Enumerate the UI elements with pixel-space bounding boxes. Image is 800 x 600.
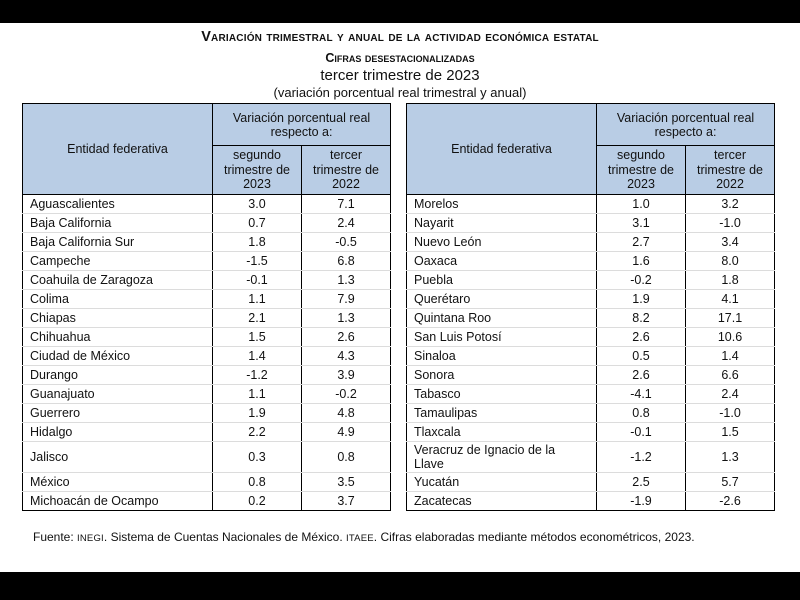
value-vs-q3-2022-cell: 0.8 (302, 442, 391, 473)
entity-cell: Chihuahua (23, 328, 213, 347)
column-header-group: Variación porcentual real respecto a: (597, 104, 775, 146)
table-row (23, 473, 391, 492)
data-table (22, 103, 391, 511)
table-row (23, 252, 391, 271)
table-row (23, 214, 391, 233)
table-row (407, 423, 775, 442)
table-row (23, 347, 391, 366)
entity-cell: Oaxaca (407, 252, 597, 271)
value-vs-q2-2023-cell: 1.9 (597, 290, 686, 309)
table-row (407, 385, 775, 404)
value-vs-q3-2022-cell: 1.4 (686, 347, 775, 366)
table-row (407, 347, 775, 366)
table-row (23, 328, 391, 347)
table-row (23, 442, 391, 473)
table-row (407, 366, 775, 385)
table-row (407, 492, 775, 511)
entity-cell: Morelos (407, 195, 597, 214)
table-row (407, 233, 775, 252)
column-header-q3-2022: tercer trimestre de 2022 (686, 146, 775, 195)
value-vs-q3-2022-cell: 2.6 (302, 328, 391, 347)
table-row (23, 271, 391, 290)
value-vs-q3-2022-cell: 4.9 (302, 423, 391, 442)
value-vs-q2-2023-cell: 2.2 (213, 423, 302, 442)
source-note-prefix: Fuente: (33, 530, 78, 544)
page-subtitle: Cifras desestacionalizadas (325, 51, 475, 65)
value-vs-q2-2023-cell: -0.1 (213, 271, 302, 290)
entity-cell: Guanajuato (23, 385, 213, 404)
entity-cell: México (23, 473, 213, 492)
letterbox-top (0, 0, 800, 23)
entity-cell: Hidalgo (23, 423, 213, 442)
value-vs-q2-2023-cell: 2.7 (597, 233, 686, 252)
value-vs-q3-2022-cell: 4.1 (686, 290, 775, 309)
entity-cell: Baja California Sur (23, 233, 213, 252)
value-vs-q2-2023-cell: 2.1 (213, 309, 302, 328)
entity-cell: Tlaxcala (407, 423, 597, 442)
source-note (33, 530, 783, 544)
entity-cell: Baja California (23, 214, 213, 233)
value-vs-q2-2023-cell: -0.1 (597, 423, 686, 442)
entity-cell: Guerrero (23, 404, 213, 423)
entity-cell: Yucatán (407, 473, 597, 492)
table-row (407, 252, 775, 271)
value-vs-q2-2023-cell: 1.8 (213, 233, 302, 252)
table-row (23, 385, 391, 404)
value-vs-q2-2023-cell: 1.1 (213, 290, 302, 309)
value-vs-q3-2022-cell: 6.6 (686, 366, 775, 385)
value-vs-q3-2022-cell: 4.3 (302, 347, 391, 366)
value-vs-q3-2022-cell: 1.3 (302, 271, 391, 290)
value-vs-q3-2022-cell: -0.2 (302, 385, 391, 404)
entity-cell: Coahuila de Zaragoza (23, 271, 213, 290)
value-vs-q3-2022-cell: 1.3 (302, 309, 391, 328)
value-vs-q2-2023-cell: 0.8 (213, 473, 302, 492)
value-vs-q3-2022-cell: -2.6 (686, 492, 775, 511)
entity-cell: Nuevo León (407, 233, 597, 252)
column-header-q2-2023: segundo trimestre de 2023 (213, 146, 302, 195)
source-note-middle: . Sistema de Cuentas Nacionales de México. (103, 530, 347, 544)
value-vs-q3-2022-cell: 1.5 (686, 423, 775, 442)
value-vs-q3-2022-cell: 8.0 (686, 252, 775, 271)
value-vs-q2-2023-cell: 1.1 (213, 385, 302, 404)
table-row (407, 442, 775, 473)
value-vs-q2-2023-cell: 2.6 (597, 328, 686, 347)
value-vs-q2-2023-cell: 3.1 (597, 214, 686, 233)
value-vs-q3-2022-cell: -1.0 (686, 214, 775, 233)
entity-cell: Puebla (407, 271, 597, 290)
column-header-entity: Entidad federativa (407, 104, 597, 195)
title-block (0, 29, 800, 100)
report-page (0, 23, 800, 572)
entity-cell: Quintana Roo (407, 309, 597, 328)
entity-cell: Aguascalientes (23, 195, 213, 214)
value-vs-q3-2022-cell: 1.8 (686, 271, 775, 290)
data-table (406, 103, 775, 511)
entity-cell: Tabasco (407, 385, 597, 404)
entity-cell: San Luis Potosí (407, 328, 597, 347)
table-row (23, 233, 391, 252)
value-vs-q3-2022-cell: 5.7 (686, 473, 775, 492)
table-row (23, 404, 391, 423)
value-vs-q2-2023-cell: -0.2 (597, 271, 686, 290)
entity-cell: Jalisco (23, 442, 213, 473)
value-vs-q2-2023-cell: 0.3 (213, 442, 302, 473)
value-vs-q3-2022-cell: 17.1 (686, 309, 775, 328)
value-vs-q2-2023-cell: 2.5 (597, 473, 686, 492)
table-row (23, 366, 391, 385)
value-vs-q2-2023-cell: 0.7 (213, 214, 302, 233)
value-vs-q2-2023-cell: 8.2 (597, 309, 686, 328)
column-header-q2-2023: segundo trimestre de 2023 (597, 146, 686, 195)
value-vs-q3-2022-cell: 10.6 (686, 328, 775, 347)
entity-cell: Ciudad de México (23, 347, 213, 366)
value-vs-q2-2023-cell: 1.4 (213, 347, 302, 366)
source-note-suffix: . Cifras elaboradas mediante métodos econométricos, 2023. (373, 530, 695, 544)
table-row (23, 290, 391, 309)
value-vs-q2-2023-cell: -1.9 (597, 492, 686, 511)
table-row (407, 271, 775, 290)
value-vs-q2-2023-cell: -4.1 (597, 385, 686, 404)
table-row (407, 473, 775, 492)
itaee-acronym: ITAEE (346, 533, 374, 544)
value-vs-q3-2022-cell: 4.8 (302, 404, 391, 423)
table-row (23, 423, 391, 442)
value-vs-q3-2022-cell: 2.4 (686, 385, 775, 404)
table-row (23, 309, 391, 328)
entity-cell: Sinaloa (407, 347, 597, 366)
value-vs-q2-2023-cell: 0.2 (213, 492, 302, 511)
value-vs-q2-2023-cell: 1.0 (597, 195, 686, 214)
page-title: Variación trimestral y anual de la actividad económica estatal (201, 29, 599, 45)
entity-cell: Tamaulipas (407, 404, 597, 423)
value-vs-q3-2022-cell: 7.1 (302, 195, 391, 214)
value-vs-q3-2022-cell: 6.8 (302, 252, 391, 271)
value-vs-q2-2023-cell: -1.2 (597, 442, 686, 473)
value-vs-q2-2023-cell: 1.6 (597, 252, 686, 271)
value-vs-q2-2023-cell: -1.5 (213, 252, 302, 271)
value-vs-q3-2022-cell: 2.4 (302, 214, 391, 233)
column-header-entity: Entidad federativa (23, 104, 213, 195)
table-row (407, 328, 775, 347)
value-vs-q3-2022-cell: -0.5 (302, 233, 391, 252)
table-row (23, 195, 391, 214)
state-table-right (406, 103, 775, 511)
entity-cell: Michoacán de Ocampo (23, 492, 213, 511)
value-vs-q3-2022-cell: 3.5 (302, 473, 391, 492)
value-vs-q3-2022-cell: 3.4 (686, 233, 775, 252)
table-row (407, 404, 775, 423)
entity-cell: Sonora (407, 366, 597, 385)
value-vs-q2-2023-cell: 1.9 (213, 404, 302, 423)
value-vs-q3-2022-cell: -1.0 (686, 404, 775, 423)
entity-cell: Colima (23, 290, 213, 309)
value-vs-q3-2022-cell: 3.7 (302, 492, 391, 511)
table-row (407, 290, 775, 309)
entity-cell: Veracruz de Ignacio de la Llave (407, 442, 597, 473)
column-header-q3-2022: tercer trimestre de 2022 (302, 146, 391, 195)
value-vs-q2-2023-cell: 0.8 (597, 404, 686, 423)
table-row (23, 492, 391, 511)
entity-cell: Querétaro (407, 290, 597, 309)
inegi-acronym: INEGI (77, 533, 104, 544)
table-row (407, 214, 775, 233)
value-vs-q3-2022-cell: 3.9 (302, 366, 391, 385)
entity-cell: Durango (23, 366, 213, 385)
entity-cell: Campeche (23, 252, 213, 271)
entity-cell: Chiapas (23, 309, 213, 328)
measure-note: (variación porcentual real trimestral y anual) (273, 85, 527, 100)
entity-cell: Zacatecas (407, 492, 597, 511)
entity-cell: Nayarit (407, 214, 597, 233)
table-row (407, 195, 775, 214)
state-table-left (22, 103, 391, 511)
value-vs-q2-2023-cell: 1.5 (213, 328, 302, 347)
value-vs-q2-2023-cell: 3.0 (213, 195, 302, 214)
column-header-group: Variación porcentual real respecto a: (213, 104, 391, 146)
value-vs-q2-2023-cell: -1.2 (213, 366, 302, 385)
table-row (407, 309, 775, 328)
letterbox-bottom (0, 572, 800, 600)
period-label: tercer trimestre de 2023 (320, 67, 480, 84)
value-vs-q2-2023-cell: 2.6 (597, 366, 686, 385)
value-vs-q3-2022-cell: 1.3 (686, 442, 775, 473)
value-vs-q3-2022-cell: 3.2 (686, 195, 775, 214)
value-vs-q2-2023-cell: 0.5 (597, 347, 686, 366)
value-vs-q3-2022-cell: 7.9 (302, 290, 391, 309)
